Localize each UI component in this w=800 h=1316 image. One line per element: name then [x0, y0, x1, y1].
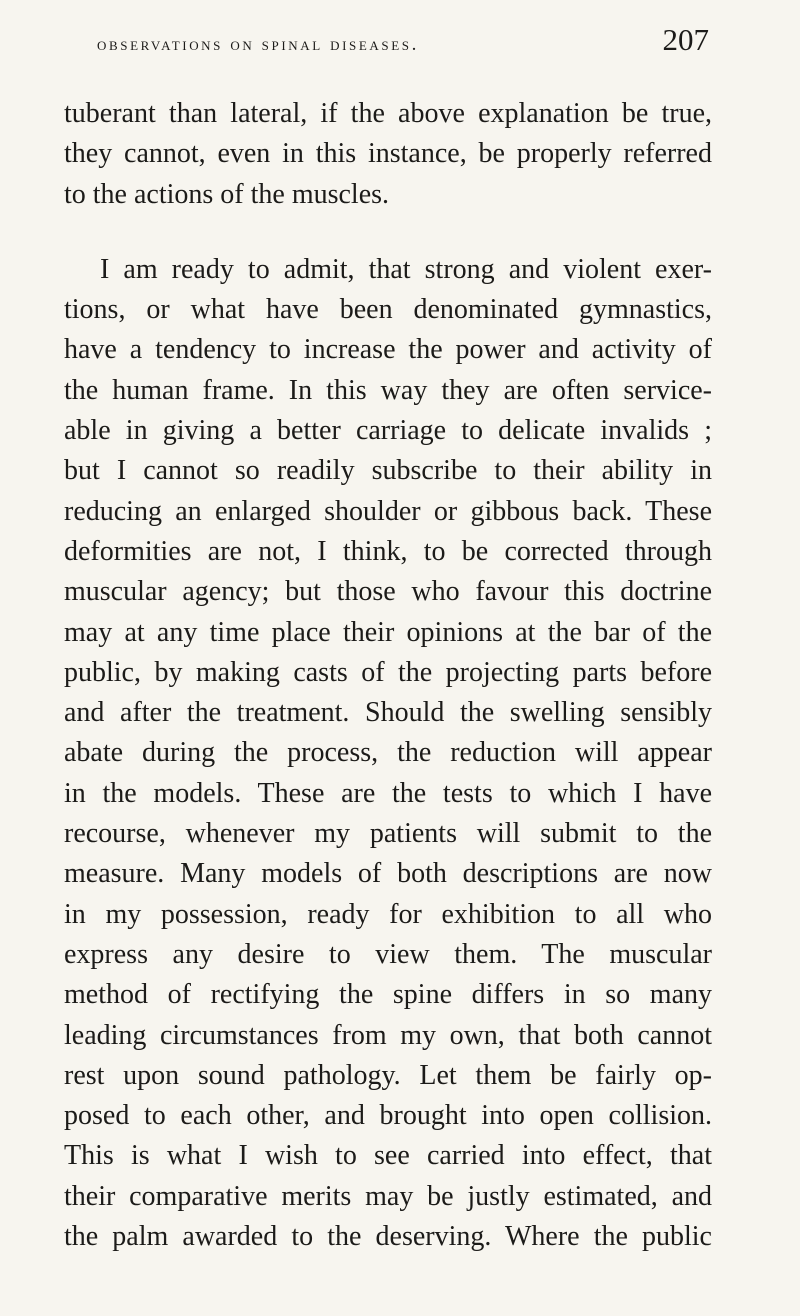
text-line: and after the treatment. Should the swelling sensibly	[64, 697, 712, 729]
text-line: deformities are not, I think, to be corrected through	[64, 535, 712, 567]
text-line: measure. Many models of both descriptions are now	[64, 858, 712, 890]
text-line: but I cannot so readily subscribe to their ability in	[64, 455, 712, 487]
text-line: public, by making casts of the projecting parts before	[64, 656, 712, 688]
text-line: tions, or what have been denominated gymnastics,	[64, 294, 712, 326]
page-number: 207	[662, 22, 709, 57]
text-line: muscular agency; but those who favour this doctrine	[64, 576, 712, 608]
text-line: express any desire to view them. The muscular	[64, 938, 712, 970]
text-line: their comparative merits may be justly estimated, and	[64, 1180, 712, 1212]
text-line: rest upon sound pathology. Let them be fairly op-	[64, 1059, 712, 1091]
text-line: in the models. These are the tests to which I have	[64, 777, 712, 809]
text-line: to the actions of the muscles.	[64, 178, 390, 210]
text-line: may at any time place their opinions at the bar of the	[64, 616, 712, 648]
paragraph-2	[64, 250, 712, 1257]
text-line: I am ready to admit, that strong and violent exer-	[100, 253, 712, 285]
paragraph-1	[64, 94, 712, 215]
text-line: in my possession, ready for exhibition to all who	[64, 898, 712, 930]
text-line: This is what I wish to see carried into effect, that	[64, 1140, 712, 1172]
body-text	[64, 94, 712, 1257]
text-line: recourse, whenever my patients will submit to the	[64, 818, 712, 850]
running-title: observations on spinal diseases.	[97, 34, 419, 55]
text-line: they cannot, even in this instance, be properly referred	[64, 138, 712, 170]
text-line: method of rectifying the spine differs in so many	[64, 979, 712, 1011]
text-line: have a tendency to increase the power and activity of	[64, 334, 712, 366]
text-line: abate during the process, the reduction will appear	[64, 737, 712, 769]
text-line: the human frame. In this way they are often service-	[64, 374, 712, 406]
text-line: leading circumstances from my own, that both cannot	[64, 1019, 712, 1051]
text-line: the palm awarded to the deserving. Where the public	[64, 1221, 712, 1253]
running-head	[97, 22, 709, 62]
text-line: tuberant than lateral, if the above explanation be true,	[64, 98, 712, 129]
text-line: reducing an enlarged shoulder or gibbous back. These	[64, 495, 712, 527]
text-line: posed to each other, and brought into open collision.	[64, 1100, 712, 1132]
text-line: able in giving a better carriage to delicate invalids ;	[64, 415, 712, 447]
